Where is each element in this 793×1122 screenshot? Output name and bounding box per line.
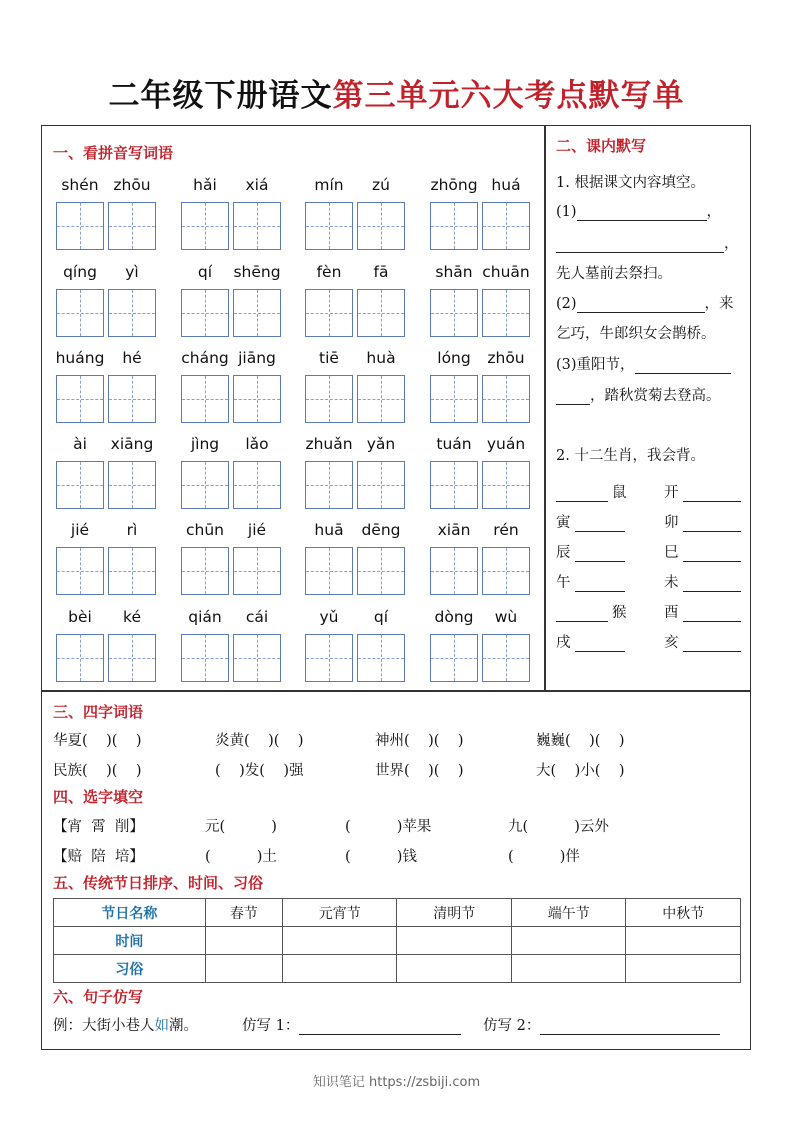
- pinyin-label: zhuǎn: [305, 435, 353, 453]
- q1-1-line2[interactable]: ，: [556, 232, 739, 253]
- pinyin-label: xiá: [245, 176, 269, 194]
- section4-title: 四、选字填空: [53, 788, 144, 806]
- table-cell[interactable]: [626, 955, 741, 983]
- writing-box[interactable]: [305, 375, 353, 423]
- char-options: 【赔 陪 培】: [53, 849, 144, 865]
- q1-1-line[interactable]: (1) ，: [556, 204, 722, 220]
- festival-table: [53, 898, 741, 983]
- table-cell[interactable]: [626, 927, 741, 955]
- writing-box[interactable]: [305, 461, 353, 509]
- pinyin-label: dēng: [361, 521, 401, 539]
- writing-box[interactable]: [430, 547, 478, 595]
- pinyin-label: ké: [123, 608, 141, 626]
- writing-box[interactable]: [233, 461, 281, 509]
- q1-2-tail: 乞巧，牛郎织女会鹊桥。: [556, 326, 716, 342]
- pinyin-label: chūn: [186, 521, 224, 539]
- table-cell[interactable]: [511, 927, 626, 955]
- writing-box[interactable]: [357, 547, 405, 595]
- writing-box[interactable]: [305, 202, 353, 250]
- four-char-item[interactable]: 华夏( )( ): [53, 733, 142, 749]
- writing-box[interactable]: [233, 547, 281, 595]
- pinyin-label: hǎi: [193, 176, 217, 194]
- pinyin-label: bèi: [68, 608, 92, 626]
- pinyin-label: fā: [373, 263, 389, 281]
- writing-box[interactable]: [357, 375, 405, 423]
- pinyin-label: huá: [491, 176, 521, 194]
- table-header-cell: 节日名称: [54, 899, 206, 927]
- pinyin-label: shēng: [233, 263, 281, 281]
- zodiac-item[interactable]: 鼠: [556, 481, 627, 502]
- q1-1-tail: 先人墓前去祭扫。: [556, 266, 672, 282]
- writing-box[interactable]: [181, 461, 229, 509]
- pinyin-label: xiān: [437, 521, 471, 539]
- pinyin-label: mín: [314, 176, 344, 194]
- writing-box[interactable]: [482, 547, 530, 595]
- pinyin-label: jìng: [190, 435, 220, 453]
- table-cell[interactable]: [282, 927, 397, 955]
- pinyin-label: yì: [125, 263, 139, 281]
- zodiac-item[interactable]: 寅: [556, 511, 625, 532]
- section5-title: 五、传统节日排序、时间、习俗: [53, 874, 264, 892]
- table-cell[interactable]: [282, 955, 397, 983]
- pinyin-label: fèn: [316, 263, 342, 281]
- pinyin-label: qí: [373, 608, 389, 626]
- writing-box[interactable]: [181, 634, 229, 682]
- writing-box[interactable]: [56, 202, 104, 250]
- four-char-item[interactable]: 巍巍( )( ): [536, 733, 625, 749]
- four-char-item[interactable]: ( )发( )强: [215, 763, 304, 779]
- zodiac-item[interactable]: 午: [556, 571, 625, 592]
- writing-box[interactable]: [108, 289, 156, 337]
- pinyin-label: shān: [435, 263, 473, 281]
- table-row-label: 习俗: [54, 955, 206, 983]
- writing-box[interactable]: [482, 289, 530, 337]
- q1-prompt: 1. 根据课文内容填空。: [556, 175, 705, 191]
- writing-box[interactable]: [233, 375, 281, 423]
- pinyin-label: hé: [122, 349, 142, 367]
- table-cell[interactable]: [205, 955, 282, 983]
- title-part2: 第三单元六大考点默写单: [332, 78, 685, 114]
- writing-box[interactable]: [305, 547, 353, 595]
- zodiac-item[interactable]: 猴: [556, 601, 627, 622]
- section6-title: 六、句子仿写: [53, 988, 144, 1006]
- pinyin-label: jié: [247, 521, 267, 539]
- pinyin-label: qí: [197, 263, 213, 281]
- imitate-2[interactable]: 仿写 2：: [483, 1014, 720, 1035]
- pinyin-label: zú: [372, 176, 390, 194]
- zodiac-item[interactable]: 戌: [556, 631, 625, 652]
- four-char-item[interactable]: 大( )小( ): [536, 763, 625, 779]
- zodiac-item[interactable]: 卯: [664, 511, 741, 532]
- table-header-cell: 端午节: [511, 899, 626, 927]
- writing-box[interactable]: [482, 634, 530, 682]
- zodiac-item[interactable]: 酉: [664, 601, 741, 622]
- pinyin-label: lǎo: [245, 435, 269, 453]
- writing-box[interactable]: [108, 634, 156, 682]
- pinyin-label: rén: [493, 521, 519, 539]
- four-char-item[interactable]: 世界( )( ): [375, 763, 464, 779]
- fill-blank[interactable]: ( )苹果: [345, 819, 432, 835]
- writing-box[interactable]: [482, 202, 530, 250]
- pinyin-label: rì: [126, 521, 138, 539]
- pinyin-label: wù: [494, 608, 518, 626]
- writing-box[interactable]: [430, 634, 478, 682]
- writing-box[interactable]: [108, 375, 156, 423]
- writing-box[interactable]: [181, 202, 229, 250]
- section2-title: 二、课内默写: [556, 137, 647, 155]
- pinyin-label: huà: [366, 349, 396, 367]
- table-header-cell: 元宵节: [282, 899, 397, 927]
- writing-box[interactable]: [108, 547, 156, 595]
- footer-watermark: 知识笔记 https://zsbiji.com: [312, 1075, 481, 1090]
- pinyin-label: qián: [188, 608, 222, 626]
- writing-box[interactable]: [56, 547, 104, 595]
- writing-box[interactable]: [181, 289, 229, 337]
- pinyin-label: qíng: [63, 263, 97, 281]
- table-header-cell: 中秋节: [626, 899, 741, 927]
- four-char-item[interactable]: 民族( )( ): [53, 763, 142, 779]
- writing-box[interactable]: [482, 375, 530, 423]
- pinyin-label: tiē: [319, 349, 339, 367]
- writing-box[interactable]: [357, 461, 405, 509]
- pinyin-label: chuān: [482, 263, 530, 281]
- zodiac-item[interactable]: 未: [664, 571, 741, 592]
- table-cell[interactable]: [511, 955, 626, 983]
- zodiac-item[interactable]: 亥: [664, 631, 741, 652]
- pinyin-label: huáng: [55, 349, 105, 367]
- imitate-1[interactable]: 仿写 1：: [242, 1014, 461, 1035]
- table-header-cell: 春节: [205, 899, 282, 927]
- writing-box[interactable]: [181, 375, 229, 423]
- section1-title: 一、看拼音写词语: [53, 144, 174, 162]
- writing-box[interactable]: [357, 634, 405, 682]
- zodiac-item[interactable]: 辰: [556, 541, 625, 562]
- four-char-item[interactable]: 神州( )( ): [375, 733, 464, 749]
- fill-blank[interactable]: ( )土: [205, 849, 277, 865]
- pinyin-label: huā: [314, 521, 344, 539]
- title-part1: 二年级下册语文: [108, 78, 333, 114]
- section3-title: 三、四字词语: [53, 703, 144, 721]
- pinyin-label: cháng: [181, 349, 229, 367]
- pinyin-label: zhōu: [113, 176, 151, 194]
- writing-box[interactable]: [233, 289, 281, 337]
- pinyin-label: lóng: [437, 349, 471, 367]
- table-cell[interactable]: [397, 955, 512, 983]
- writing-box[interactable]: [430, 461, 478, 509]
- pinyin-label: jié: [70, 521, 90, 539]
- fill-blank[interactable]: 元( ): [205, 819, 277, 835]
- writing-box[interactable]: [56, 634, 104, 682]
- fill-blank[interactable]: ( )钱: [345, 849, 417, 865]
- char-options: 【宵 霄 削】: [53, 819, 144, 835]
- zodiac-item[interactable]: 巳: [664, 541, 741, 562]
- writing-box[interactable]: [430, 202, 478, 250]
- pinyin-label: cái: [245, 608, 269, 626]
- writing-box[interactable]: [357, 202, 405, 250]
- pinyin-label: xiāng: [110, 435, 154, 453]
- page-title: [0, 70, 793, 115]
- q2-prompt: 2. 十二生肖，我会背。: [556, 448, 705, 464]
- writing-box[interactable]: [56, 375, 104, 423]
- pinyin-label: dòng: [434, 608, 474, 626]
- writing-box[interactable]: [482, 461, 530, 509]
- writing-box[interactable]: [233, 202, 281, 250]
- writing-box[interactable]: [430, 375, 478, 423]
- pinyin-label: yǎn: [366, 435, 396, 453]
- zodiac-item[interactable]: 开: [664, 481, 741, 502]
- pinyin-label: shén: [61, 176, 99, 194]
- fill-blank[interactable]: ( )伴: [508, 849, 580, 865]
- writing-box[interactable]: [56, 461, 104, 509]
- example-sentence: 例：大街小巷人如潮。: [53, 1018, 198, 1034]
- table-cell[interactable]: [205, 927, 282, 955]
- writing-box[interactable]: [181, 547, 229, 595]
- q1-3-line[interactable]: (3)重阳节，: [556, 353, 731, 374]
- fill-blank[interactable]: 九( )云外: [508, 819, 609, 835]
- table-header-cell: 清明节: [397, 899, 512, 927]
- writing-box[interactable]: [305, 289, 353, 337]
- writing-box[interactable]: [430, 289, 478, 337]
- pinyin-label: yǔ: [319, 608, 339, 626]
- table-cell[interactable]: [397, 927, 512, 955]
- writing-box[interactable]: [108, 202, 156, 250]
- writing-box[interactable]: [108, 461, 156, 509]
- four-char-item[interactable]: 炎黄( )( ): [215, 733, 304, 749]
- writing-box[interactable]: [357, 289, 405, 337]
- writing-box[interactable]: [56, 289, 104, 337]
- pinyin-label: tuán: [436, 435, 472, 453]
- table-row-label: 时间: [54, 927, 206, 955]
- pinyin-label: ài: [73, 435, 87, 453]
- writing-box[interactable]: [233, 634, 281, 682]
- pinyin-label: zhōng: [430, 176, 478, 194]
- pinyin-label: zhōu: [487, 349, 525, 367]
- q1-2-line[interactable]: (2) ，来: [556, 296, 734, 312]
- writing-box[interactable]: [305, 634, 353, 682]
- q1-3-line2[interactable]: ，踏秋赏菊去登高。: [556, 384, 721, 405]
- pinyin-label: yuán: [486, 435, 526, 453]
- pinyin-label: jiāng: [238, 349, 276, 367]
